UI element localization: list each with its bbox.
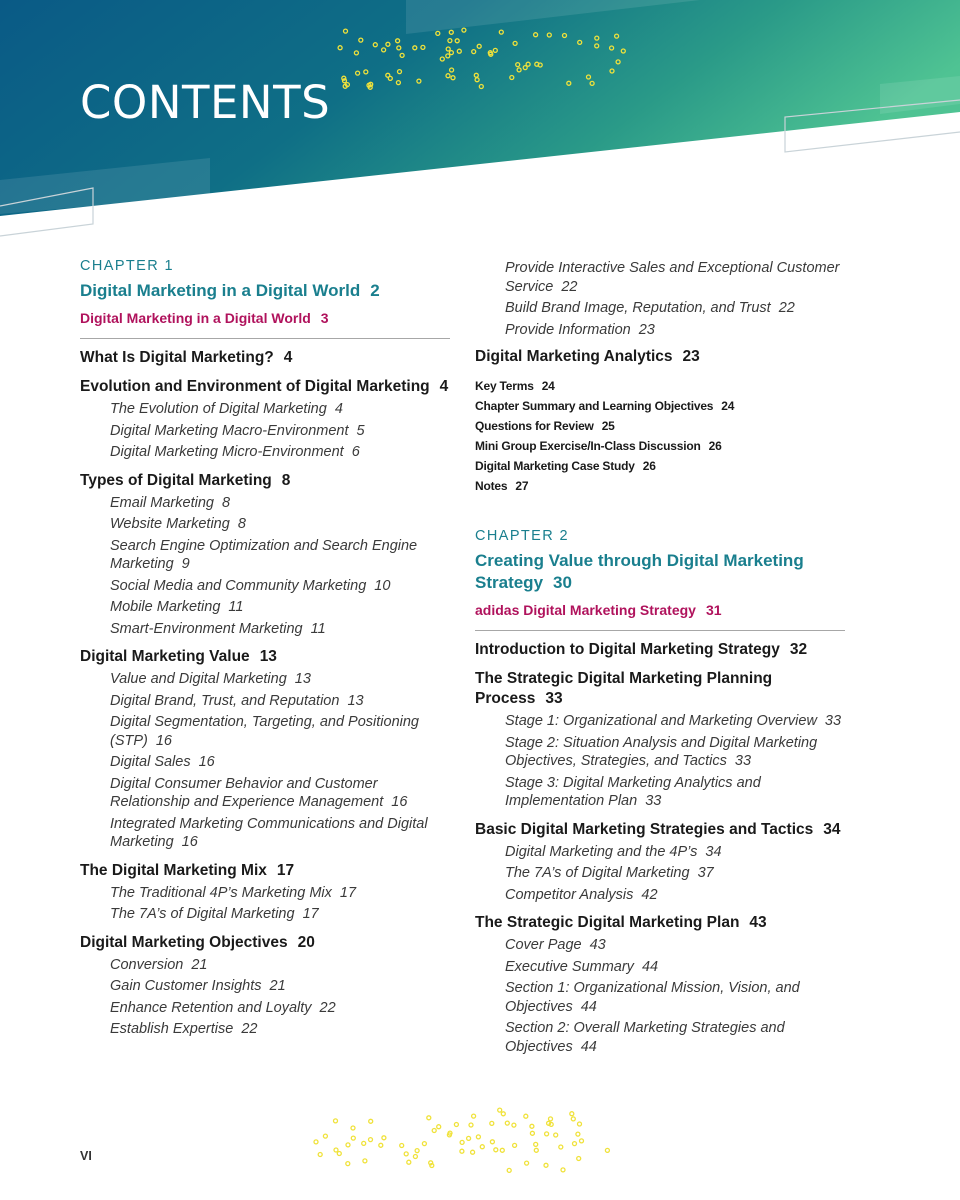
toc-section[interactable] <box>475 347 845 367</box>
dot <box>460 1140 464 1144</box>
page-number: 22 <box>778 300 795 316</box>
dot <box>369 1119 373 1123</box>
toc-subsection[interactable] <box>505 979 845 1016</box>
dot <box>498 1108 502 1112</box>
toc-subsection[interactable] <box>110 905 450 924</box>
dot <box>427 1116 431 1120</box>
toc-section[interactable] <box>475 913 845 933</box>
toc-column-left <box>80 256 450 1039</box>
end-matter-item[interactable] <box>475 396 845 416</box>
dot <box>334 1148 338 1152</box>
toc-section[interactable] <box>80 377 450 397</box>
entry-title: Provide Interactive Sales and Exceptional Customer Service <box>505 260 840 295</box>
dot <box>534 1148 538 1152</box>
toc-subsection[interactable] <box>505 774 845 811</box>
entry-title: The 7A’s of Digital Marketing <box>110 906 295 922</box>
entry-title: Email Marketing <box>110 494 214 511</box>
page-number: 17 <box>276 861 295 879</box>
page-number: 2 <box>370 281 380 300</box>
entry-title: Conversion <box>110 956 184 973</box>
page-number: 11 <box>310 620 326 637</box>
dot <box>467 1136 471 1140</box>
entry-title: Notes <box>475 479 508 493</box>
page-number: 26 <box>708 439 722 453</box>
toc-section[interactable] <box>80 861 450 881</box>
dot <box>501 1112 505 1116</box>
chapter-title[interactable] <box>80 280 450 302</box>
chapter-label: CHAPTER 1 <box>80 258 174 274</box>
entry-title: Establish Expertise <box>110 1021 234 1037</box>
end-matter-item[interactable] <box>475 456 845 476</box>
bottom-dot-pattern <box>312 1105 612 1175</box>
entry-title: Digital Segmentation, Targeting, and Positioning (STP) <box>110 714 419 749</box>
opener-text: adidas Digital Marketing Strategy <box>475 602 696 618</box>
toc-subsection[interactable] <box>505 734 845 771</box>
dot <box>460 1149 464 1153</box>
dot <box>407 1160 411 1164</box>
page-number: 37 <box>697 865 714 881</box>
toc-subsection[interactable] <box>110 494 450 513</box>
page-number: 11 <box>228 599 244 615</box>
page-number: 44 <box>580 1038 597 1055</box>
toc-subsection[interactable] <box>110 670 450 689</box>
page-number: 31 <box>705 602 722 618</box>
toc-section[interactable] <box>80 471 450 491</box>
toc-subsection[interactable] <box>505 321 845 340</box>
divider <box>80 338 450 339</box>
dot <box>494 1148 498 1152</box>
page-number: 43 <box>749 914 767 931</box>
dot <box>561 1168 565 1172</box>
entry-title: The Traditional 4P’s Marketing Mix <box>110 884 332 901</box>
toc-subsection[interactable] <box>505 886 845 905</box>
section-title: What Is Digital Marketing? <box>80 349 274 366</box>
dot <box>578 1122 582 1126</box>
toc-subsection[interactable] <box>505 936 845 955</box>
page-number: 4 <box>334 401 343 417</box>
dot <box>432 1129 436 1133</box>
section-title: Introduction to Digital Marketing Strategy <box>475 641 780 658</box>
page-number: 16 <box>181 834 198 850</box>
dot <box>530 1131 534 1135</box>
toc-subsection[interactable] <box>110 598 450 617</box>
dot <box>337 1152 341 1156</box>
entry-title: Value and Digital Marketing <box>110 671 287 687</box>
entry-title: Integrated Marketing Communications and Digital Marketing <box>110 815 428 850</box>
toc-subsection[interactable] <box>110 422 450 441</box>
end-matter-item[interactable] <box>475 436 845 456</box>
page-number: 23 <box>682 348 700 365</box>
dot <box>525 1161 529 1165</box>
dot <box>512 1123 516 1127</box>
end-matter-item[interactable] <box>475 376 845 396</box>
entry-title: Digital Sales <box>110 754 191 770</box>
entry-title: Website Marketing <box>110 516 230 532</box>
page-number: 33 <box>824 713 842 729</box>
end-matter-item[interactable] <box>475 476 845 496</box>
toc-subsection[interactable] <box>110 537 450 574</box>
entry-title: Digital Marketing Case Study <box>475 459 635 473</box>
section-title: Evolution and Environment of Digital Marketing <box>80 378 430 395</box>
entry-title: Stage 1: Organizational and Marketing Overview <box>505 713 817 729</box>
page-number: 13 <box>347 692 364 709</box>
dot <box>363 1159 367 1163</box>
dot <box>400 1144 404 1148</box>
dot <box>318 1153 322 1157</box>
page-number: 6 <box>351 444 360 460</box>
toc-section[interactable] <box>80 933 450 953</box>
entry-title: Social Media and Community Marketing <box>110 577 367 594</box>
page-number: 24 <box>541 379 555 393</box>
dot <box>323 1134 327 1138</box>
dot <box>570 1112 574 1116</box>
dot <box>404 1152 408 1156</box>
entry-title: Mobile Marketing <box>110 599 221 615</box>
toc-subsection[interactable] <box>505 1019 845 1056</box>
dot <box>571 1117 575 1121</box>
divider <box>475 630 845 631</box>
page-folio: VI <box>80 1149 92 1163</box>
page-number: 34 <box>823 820 841 838</box>
entry-title: Digital Marketing and the 4P’s <box>505 843 698 860</box>
dot <box>505 1121 509 1125</box>
toc-subsection[interactable] <box>110 443 450 462</box>
page-number: 5 <box>356 422 365 439</box>
entry-title: Cover Page <box>505 937 582 953</box>
page-number: 8 <box>221 494 231 511</box>
dot <box>334 1119 338 1123</box>
section-title: Basic Digital Marketing Strategies and Tactics <box>475 820 814 838</box>
entry-title: The 7A’s of Digital Marketing <box>505 865 690 881</box>
page-number: 25 <box>601 419 615 433</box>
entry-title: Questions for Review <box>475 419 594 433</box>
chapter-title[interactable] <box>475 550 845 594</box>
page-number: 8 <box>237 516 246 532</box>
page-number: 33 <box>545 690 563 707</box>
page-number: 3 <box>320 310 329 326</box>
toc-section[interactable] <box>475 820 845 840</box>
toc-subsection[interactable] <box>110 1020 450 1039</box>
entry-title: Digital Marketing Macro-Environment <box>110 422 349 439</box>
page-number: 27 <box>515 479 529 493</box>
opener-text: Digital Marketing in a Digital World <box>80 310 311 326</box>
dot <box>472 1114 476 1118</box>
page-number: 13 <box>294 671 311 687</box>
page-title: CONTENTS <box>80 76 331 129</box>
dot <box>554 1133 558 1137</box>
dot <box>534 1142 538 1146</box>
toc-subsection[interactable] <box>110 977 450 996</box>
dot <box>476 1135 480 1139</box>
chapter-title-text: Digital Marketing in a Digital World <box>80 281 361 300</box>
toc-section[interactable] <box>80 647 450 667</box>
page-number: 10 <box>374 577 391 594</box>
dot <box>524 1114 528 1118</box>
page-number: 17 <box>302 906 319 922</box>
section-list <box>475 640 845 1056</box>
entry-title: Digital Marketing Micro-Environment <box>110 444 344 460</box>
entry-title: Enhance Retention and Loyalty <box>110 999 312 1016</box>
toc-subsection[interactable] <box>110 884 450 903</box>
toc-subsection[interactable] <box>505 259 845 296</box>
page-number: 22 <box>561 278 578 295</box>
page-number: 22 <box>319 999 336 1016</box>
dot <box>490 1121 494 1125</box>
dot <box>351 1136 355 1140</box>
section-title: The Strategic Digital Marketing Plan <box>475 914 740 931</box>
dot <box>577 1157 581 1161</box>
dot <box>379 1143 383 1147</box>
dot <box>415 1149 419 1153</box>
page-number: 21 <box>191 956 208 973</box>
page-number: 33 <box>645 793 662 809</box>
toc-subsection[interactable] <box>110 692 450 711</box>
section-list <box>80 348 450 1039</box>
toc-section[interactable] <box>475 669 845 709</box>
toc-subsection[interactable] <box>110 999 450 1018</box>
toc-subsection[interactable] <box>505 843 845 862</box>
page-number: 26 <box>642 459 656 473</box>
toc-subsection[interactable] <box>110 713 450 750</box>
page-number: 42 <box>641 886 658 903</box>
toc-subsection[interactable] <box>110 956 450 975</box>
page-number: 33 <box>734 753 752 769</box>
page-number: 17 <box>339 884 357 901</box>
section-title: The Digital Marketing Mix <box>80 861 267 879</box>
toc-subsection[interactable] <box>505 712 845 731</box>
toc-subsection[interactable] <box>505 299 845 318</box>
dot <box>549 1122 553 1126</box>
toc-section[interactable] <box>80 348 450 368</box>
page-number: 30 <box>553 573 572 592</box>
page-number: 13 <box>259 648 277 665</box>
page-number: 44 <box>641 958 659 975</box>
entry-title: Stage 3: Digital Marketing Analytics and Implementation Plan <box>505 774 761 809</box>
page-number: 20 <box>297 933 315 951</box>
end-matter-item[interactable] <box>475 416 845 436</box>
dot <box>544 1163 548 1167</box>
dot <box>382 1136 386 1140</box>
toc-subsection[interactable] <box>110 577 450 596</box>
page-number: 16 <box>198 754 215 770</box>
entry-title: Smart-Environment Marketing <box>110 620 303 637</box>
page-number: 34 <box>705 843 722 860</box>
dot <box>530 1124 534 1128</box>
entry-title: Digital Brand, Trust, and Reputation <box>110 692 340 709</box>
section-title: Types of Digital Marketing <box>80 471 272 489</box>
dot <box>545 1132 549 1136</box>
page-number: 23 <box>638 321 655 338</box>
page-number: 44 <box>580 998 597 1015</box>
dot <box>471 1150 475 1154</box>
toc-subsection[interactable] <box>110 815 450 852</box>
page-number: 16 <box>155 732 172 749</box>
continued-subsection-list <box>475 259 845 339</box>
entry-title: The Evolution of Digital Marketing <box>110 401 327 417</box>
dot <box>559 1145 563 1149</box>
dot <box>580 1139 584 1143</box>
toc-subsection[interactable] <box>110 775 450 812</box>
end-matter-list <box>475 376 845 496</box>
entry-title: Provide Information <box>505 321 631 338</box>
entry-title: Mini Group Exercise/In-Class Discussion <box>475 439 701 453</box>
entry-title: Gain Customer Insights <box>110 978 262 994</box>
dot <box>454 1123 458 1127</box>
toc-subsection[interactable] <box>505 958 845 977</box>
entry-title: Chapter Summary and Learning Objectives <box>475 399 714 413</box>
dot <box>429 1161 433 1165</box>
page-number: 24 <box>721 399 735 413</box>
dot <box>605 1148 609 1152</box>
dot <box>346 1162 350 1166</box>
dot <box>469 1123 473 1127</box>
page-number: 8 <box>281 471 291 489</box>
page-number: 43 <box>589 937 606 953</box>
dot <box>490 1140 494 1144</box>
entry-title: Executive Summary <box>505 958 634 975</box>
page-number: 22 <box>241 1021 258 1037</box>
page-number: 16 <box>391 794 408 810</box>
entry-title: Competitor Analysis <box>505 886 634 903</box>
dot <box>413 1155 417 1159</box>
entry-title: Search Engine Optimization and Search Engine Marketing <box>110 537 418 572</box>
section-title: Digital Marketing Objectives <box>80 933 288 951</box>
toc-subsection[interactable] <box>505 864 845 883</box>
entry-title: Build Brand Image, Reputation, and Trust <box>505 300 771 316</box>
dot <box>422 1142 426 1146</box>
page-number: 4 <box>283 349 293 366</box>
entry-title: Digital Consumer Behavior and Customer Relationship and Experience Management <box>110 775 384 810</box>
dot <box>507 1168 511 1172</box>
section-title: Digital Marketing Value <box>80 648 250 665</box>
dot <box>346 1143 350 1147</box>
page-number: 9 <box>181 556 190 572</box>
entry-title: Stage 2: Situation Analysis and Digital Marketing Objectives, Strategies, and Tactics <box>505 734 818 769</box>
page-number: 21 <box>269 978 286 994</box>
chapter-opener[interactable] <box>80 310 450 326</box>
dot <box>576 1132 580 1136</box>
section-title: Digital Marketing Analytics <box>475 348 673 365</box>
toc-subsection[interactable] <box>110 753 450 772</box>
entry-title: Key Terms <box>475 379 534 393</box>
entry-title: Section 2: Overall Marketing Strategies and Objectives <box>505 1020 785 1055</box>
dot <box>351 1126 355 1130</box>
chapter-opener[interactable] <box>475 602 845 618</box>
toc-subsection[interactable] <box>110 515 450 534</box>
chapter-label: CHAPTER 2 <box>475 528 569 544</box>
dot <box>500 1148 504 1152</box>
chapter-title-text: Creating Value through Digital Marketing Strategy <box>475 551 804 592</box>
dot <box>573 1142 577 1146</box>
page-number: 4 <box>439 378 449 395</box>
entry-title: Section 1: Organizational Mission, Vision, and Objectives <box>505 980 800 1015</box>
section-title: The Strategic Digital Marketing Planning Process <box>475 670 773 707</box>
toc-subsection[interactable] <box>110 620 450 639</box>
dot <box>369 1138 373 1142</box>
dot <box>513 1143 517 1147</box>
dot <box>437 1125 441 1129</box>
toc-column-right <box>475 256 845 1056</box>
toc-section[interactable] <box>475 640 845 660</box>
dot <box>549 1117 553 1121</box>
dot <box>314 1140 318 1144</box>
dot <box>480 1145 484 1149</box>
page-number: 32 <box>789 641 808 658</box>
toc-subsection[interactable] <box>110 400 450 419</box>
dot <box>362 1141 366 1145</box>
